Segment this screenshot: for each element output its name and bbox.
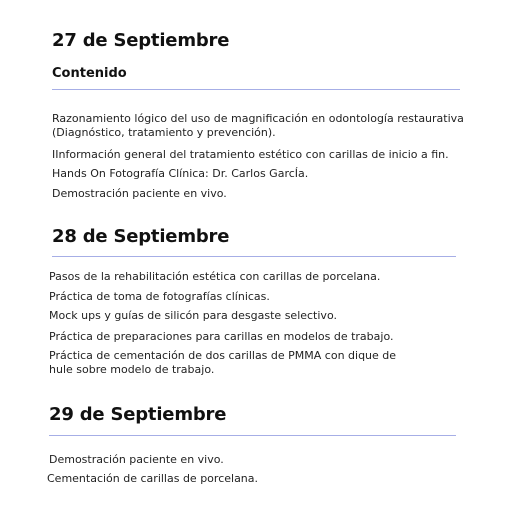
date-heading-29: 29 de Septiembre	[49, 404, 227, 425]
section-divider	[52, 256, 456, 257]
date-heading-27: 27 de Septiembre	[52, 30, 230, 51]
section-divider	[49, 435, 456, 436]
list-item: Hands On Fotografía Clínica: Dr. Carlos GarcÍa.	[52, 167, 309, 180]
list-item: Práctica de toma de fotografías clínicas.	[49, 290, 270, 303]
list-item: Cementación de carillas de porcelana.	[47, 472, 259, 485]
list-item: Demostración paciente en vivo.	[52, 187, 227, 200]
date-heading-28: 28 de Septiembre	[52, 226, 230, 247]
list-item: Pasos de la rehabilitación estética con carillas de porcelana.	[49, 270, 381, 283]
list-item: Demostración paciente en vivo.	[49, 453, 224, 466]
section-divider	[52, 89, 460, 90]
list-item: Mock ups y guías de silicón para desgaste selectivo.	[49, 309, 337, 322]
list-item: Práctica de cementación de dos carillas de PMMA con dique de hule sobre modelo de trabajo.	[49, 349, 397, 376]
list-item: Práctica de preparaciones para carillas en modelos de trabajo.	[49, 330, 394, 343]
contenido-subheading: Contenido	[52, 66, 127, 81]
list-item: Razonamiento lógico del uso de magnificación en odontología restaurativa (Diagnóstico, tratamiento y prevención).	[52, 112, 464, 139]
list-item: IInformación general del tratamiento estético con carillas de inicio a fin.	[52, 148, 449, 161]
